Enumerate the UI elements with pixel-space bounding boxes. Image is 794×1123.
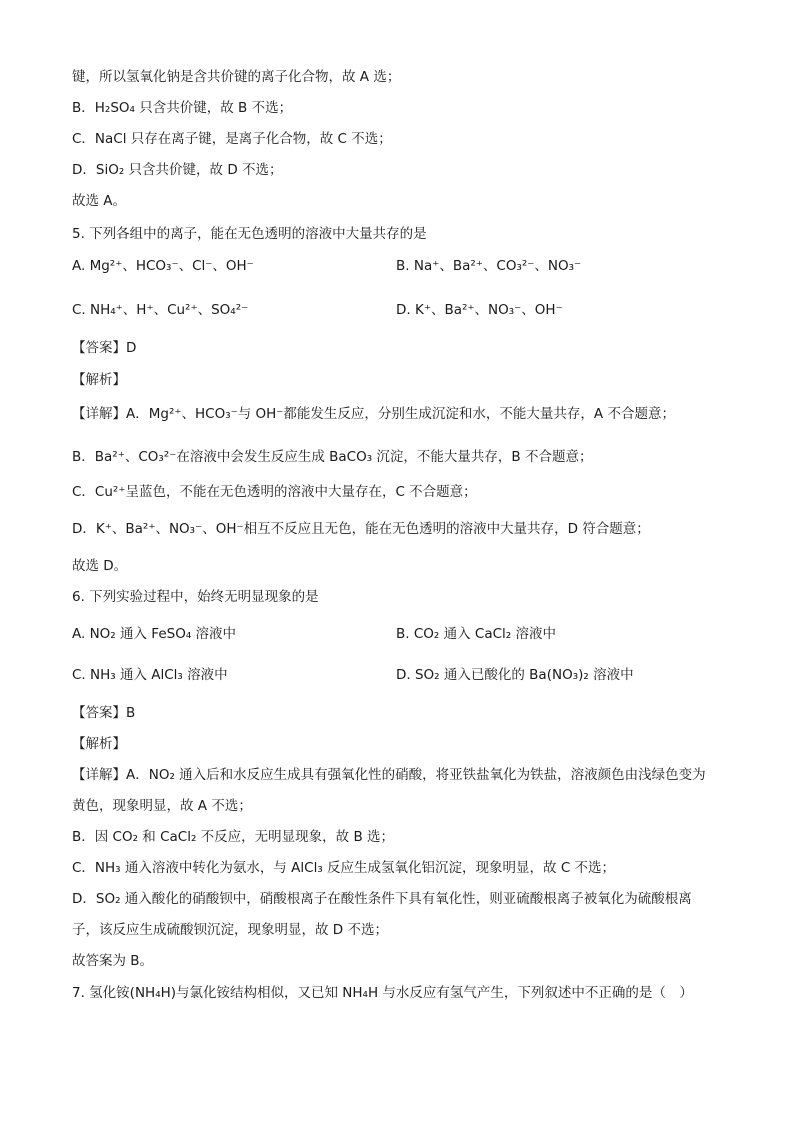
text-line: D．SiO₂ 只含共价键，故 D 不选； [72, 162, 283, 178]
option-c: C. NH₄⁺、H⁺、Cu²⁺、SO₄²⁻ [72, 302, 249, 318]
question-6-stem: 6. 下列实验过程中，始终无明显现象的是 [72, 589, 319, 605]
text-line: 故答案为 B。 [72, 953, 154, 969]
question-7-stem: 7. 氢化铵(NH₄H)与氯化铵结构相似，又已知 NH₄H 与水反应有氢气产生，下列叙述中不正确的是（ ） [72, 985, 693, 1001]
analysis-label: 【解析】 [72, 372, 126, 388]
text-line: 【详解】A．Mg²⁺、HCO₃⁻与 OH⁻都能发生反应，分别生成沉淀和水，不能大量共存，A 不合题意； [72, 406, 675, 422]
option-d: D. K⁺、Ba²⁺、NO₃⁻、OH⁻ [396, 302, 563, 318]
option-b: B. Na⁺、Ba²⁺、CO₃²⁻、NO₃⁻ [396, 258, 582, 274]
text-line: B．因 CO₂ 和 CaCl₂ 不反应，无明显现象，故 B 选； [72, 829, 395, 845]
analysis-label: 【解析】 [72, 736, 126, 752]
option-d: D. SO₂ 通入已酸化的 Ba(NO₃)₂ 溶液中 [396, 667, 634, 683]
option-b: B. CO₂ 通入 CaCl₂ 溶液中 [396, 626, 556, 642]
text-line: D．K⁺、Ba²⁺、NO₃⁻、OH⁻相互不反应且无色，能在无色透明的溶液中大量共存，D 符合题意； [72, 521, 650, 537]
answer-label: 【答案】D [72, 340, 137, 356]
text-line: 【详解】A．NO₂ 通入后和水反应生成具有强氧化性的硝酸，将亚铁盐氧化为铁盐，溶液颜色由浅绿色变为 [72, 767, 706, 783]
option-a: A. NO₂ 通入 FeSO₄ 溶液中 [72, 626, 237, 642]
text-line: B．H₂SO₄ 只含共价键，故 B 不选； [72, 100, 293, 116]
question-5-stem: 5. 下列各组中的离子，能在无色透明的溶液中大量共存的是 [72, 226, 427, 242]
text-line: C．Cu²⁺呈蓝色，不能在无色透明的溶液中大量存在，C 不合题意； [72, 484, 477, 500]
text-line: 黄色，现象明显，故 A 不选； [72, 798, 252, 814]
text-line: B．Ba²⁺、CO₃²⁻在溶液中会发生反应生成 BaCO₃ 沉淀，不能大量共存，B 不合题意； [72, 449, 593, 465]
text-line: 子，该反应生成硫酸钡沉淀，现象明显，故 D 不选； [72, 922, 388, 938]
option-a: A. Mg²⁺、HCO₃⁻、Cl⁻、OH⁻ [72, 258, 254, 274]
text-line: D．SO₂ 通入酸化的硝酸钡中，硝酸根离子在酸性条件下具有氧化性，则亚硫酸根离子被氧化为硫酸根离 [72, 891, 692, 907]
text-line: 键，所以氢氧化钠是含共价键的离子化合物，故 A 选； [72, 69, 401, 85]
answer-label: 【答案】B [72, 705, 136, 721]
text-line: 故选 A。 [72, 193, 127, 209]
text-line: C．NaCl 只存在离子键，是离子化合物，故 C 不选； [72, 131, 392, 147]
text-line: C．NH₃ 通入溶液中转化为氨水，与 AlCl₃ 反应生成氢氧化铝沉淀，现象明显，故 C 不选； [72, 860, 616, 876]
option-c: C. NH₃ 通入 AlCl₃ 溶液中 [72, 667, 228, 683]
text-line: 故选 D。 [72, 558, 128, 574]
